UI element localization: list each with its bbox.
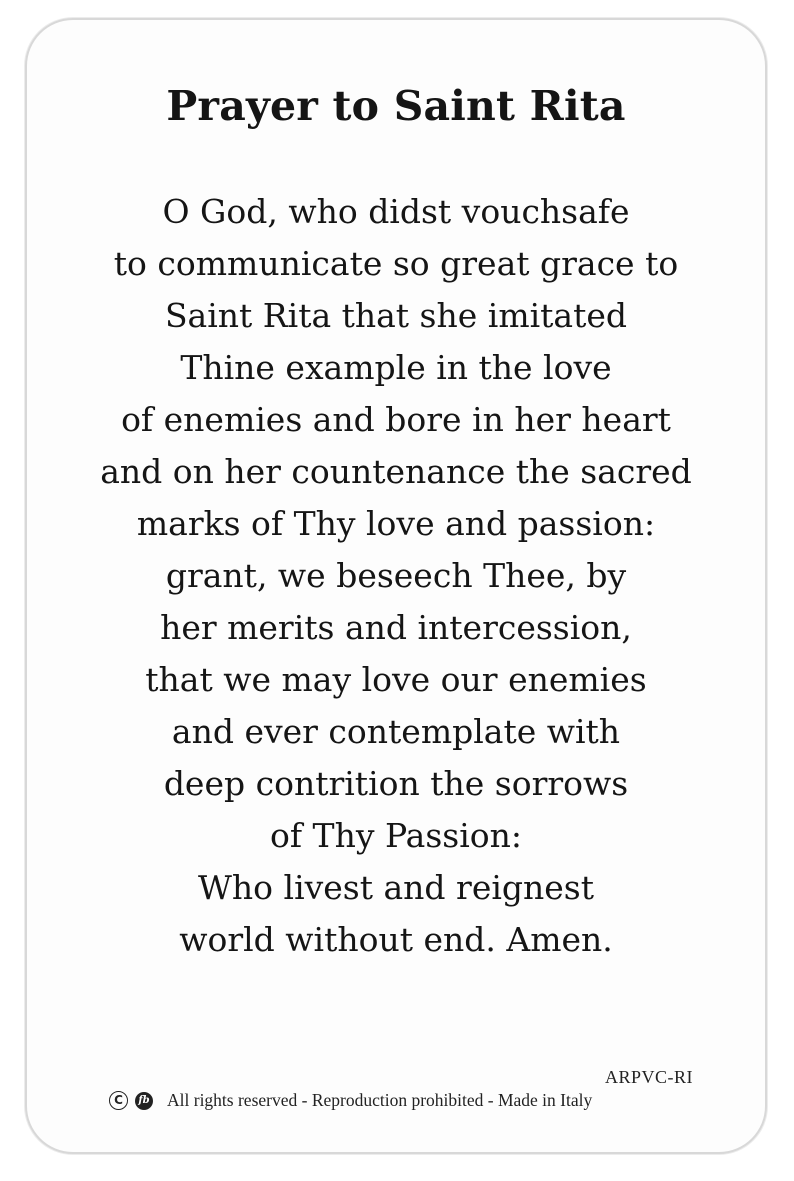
prayer-line: and ever contemplate with <box>171 712 621 751</box>
card-title: Prayer to Saint Rita <box>166 82 626 130</box>
prayer-line: Saint Rita that she imitated <box>164 296 628 335</box>
prayer-text <box>27 186 765 966</box>
prayer-line: her merits and intercession, <box>160 608 632 647</box>
prayer-line: Who livest and reignest <box>198 868 594 907</box>
prayer-line: and on her countenance the sacred <box>100 452 692 491</box>
footer-notice <box>109 1090 592 1111</box>
prayer-line: of Thy Passion: <box>269 816 523 855</box>
publisher-logo-icon: fb <box>135 1092 153 1110</box>
prayer-line: to communicate so great grace to <box>113 244 679 283</box>
prayer-line: that we may love our enemies <box>145 660 647 699</box>
rights-notice: All rights reserved - Reproduction prohibited - Made in Italy <box>167 1090 593 1110</box>
prayer-line: of enemies and bore in her heart <box>121 400 671 439</box>
prayer-line: Thine example in the love <box>180 348 612 387</box>
prayer-line: deep contrition the sorrows <box>163 764 629 803</box>
prayer-line: grant, we beseech Thee, by <box>165 556 627 595</box>
prayer-card <box>27 20 765 1152</box>
product-code: ARPVC-RI <box>604 1067 693 1087</box>
copyright-icon: C <box>109 1091 128 1110</box>
prayer-line: O God, who didst vouchsafe <box>162 192 630 231</box>
prayer-line: marks of Thy love and passion: <box>136 504 656 543</box>
prayer-line: world without end. Amen. <box>179 920 613 959</box>
